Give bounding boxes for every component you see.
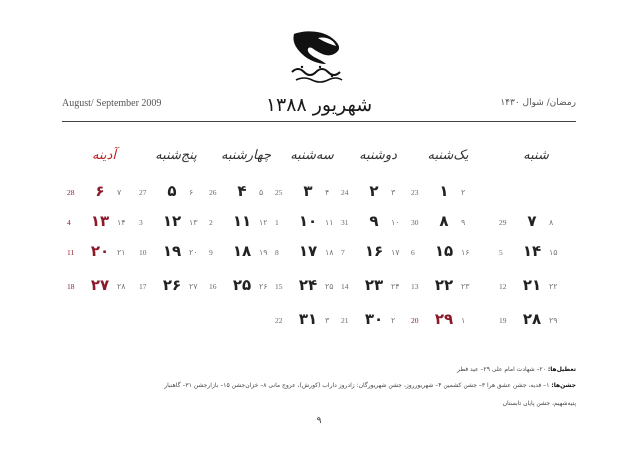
celebrations-label: جشن‌ها: (551, 382, 576, 389)
gregorian-day: 10 (139, 248, 147, 257)
hijri-day: ۲ (461, 188, 466, 197)
gregorian-day: 29 (499, 218, 507, 227)
hijri-day: ۱۰ (391, 218, 400, 227)
day-cell (409, 212, 487, 232)
persian-day: ۲۱ (522, 276, 542, 294)
gregorian-day: 21 (341, 316, 349, 325)
weekday-header: چهارشنبه (221, 148, 271, 163)
persian-day: ۱۶ (364, 242, 384, 260)
persian-day: ۶ (95, 182, 105, 200)
day-cell (207, 182, 285, 202)
persian-day: ۱۵ (434, 242, 454, 260)
persian-day: ۲۵ (232, 276, 252, 294)
hijri-day: ۸ (549, 218, 554, 227)
persian-day: ۲۴ (298, 276, 318, 294)
persian-day: ۳۰ (364, 310, 384, 328)
day-cell (137, 182, 215, 202)
gregorian-day: 31 (341, 218, 349, 227)
weekday-header: یک‌شنبه (427, 148, 469, 163)
hijri-day: ۲۴ (391, 282, 400, 291)
gregorian-day: 8 (275, 248, 279, 257)
hijri-day: ۳ (325, 316, 330, 325)
gregorian-day: 28 (67, 188, 75, 197)
day-cell (409, 242, 487, 262)
day-cell (497, 276, 575, 296)
day-cell (497, 212, 575, 232)
gregorian-day: 22 (275, 316, 283, 325)
gregorian-day: 30 (411, 218, 419, 227)
hijri-day: ۱۱ (325, 218, 334, 227)
holidays-text: ۲۰– شهادت امام علی ۲۹– عید فطر (457, 366, 546, 373)
gregorian-day: 13 (411, 282, 419, 291)
hijri-day: ۲۵ (325, 282, 334, 291)
day-cell (65, 276, 143, 296)
day-cell (497, 242, 575, 262)
persian-day: ۷ (527, 212, 537, 230)
weekday-header: شنبه (523, 148, 549, 163)
hijri-day: ۲۸ (117, 282, 126, 291)
hijri-day: ۲۰ (189, 248, 198, 257)
gregorian-day: 25 (275, 188, 283, 197)
gregorian-day: 5 (499, 248, 503, 257)
gregorian-month-label: August/ September 2009 (62, 98, 162, 109)
gregorian-day: 24 (341, 188, 349, 197)
persian-day: ۱۴ (522, 242, 542, 260)
gregorian-day: 26 (209, 188, 217, 197)
hijri-day: ۲۷ (189, 282, 198, 291)
persian-day: ۲۰ (90, 242, 110, 260)
persian-day: ۱۸ (232, 242, 252, 260)
gregorian-day: 2 (209, 218, 213, 227)
day-cell (409, 310, 487, 330)
gregorian-day: 17 (139, 282, 147, 291)
weekday-header: سه‌شنبه (290, 148, 334, 163)
hijri-day: ۱۵ (549, 248, 558, 257)
hijri-day: ۱۴ (117, 218, 126, 227)
gregorian-day: 6 (411, 248, 415, 257)
persian-day: ۳ (303, 182, 313, 200)
hijri-day: ۱۳ (189, 218, 198, 227)
celebrations-text: ۱– فدیه، جشن عشق هرا ۳– جشن کشمین ۴– شهریورروز، جشن شهریورگان: زادروز داراب (کورش)، عروج مانی ۸– خزان‌جشن ۱۵– بازارجشن ۳۱– گاهنبار (164, 382, 550, 389)
hijri-day: ۲۱ (117, 248, 126, 257)
page-number: ۹ (316, 416, 322, 426)
gregorian-day: 23 (411, 188, 419, 197)
persian-day: ۲۸ (522, 310, 542, 328)
hijri-day: ۵ (259, 188, 264, 197)
gregorian-day: 4 (67, 218, 71, 227)
gregorian-day: 1 (275, 218, 279, 227)
hijri-day: ۳ (391, 188, 396, 197)
day-cell (207, 276, 285, 296)
hijri-day: ۲ (391, 316, 396, 325)
hijri-day: ۱ (461, 316, 466, 325)
gregorian-day: 16 (209, 282, 217, 291)
gregorian-day: 15 (275, 282, 283, 291)
weekday-header: دوشنبه (359, 148, 397, 163)
hijri-day: ۱۲ (259, 218, 268, 227)
gregorian-day: 27 (139, 188, 147, 197)
gregorian-day: 12 (499, 282, 507, 291)
hijri-day: ۲۲ (549, 282, 558, 291)
day-cell (65, 182, 143, 202)
day-cell (497, 310, 575, 330)
persian-day: ۲۶ (162, 276, 182, 294)
hijri-day: ۱۸ (325, 248, 334, 257)
header-rule (62, 121, 576, 122)
persian-day: ۱ (439, 182, 449, 200)
day-cell (137, 212, 215, 232)
gregorian-day: 3 (139, 218, 143, 227)
persian-day: ۱۲ (162, 212, 182, 230)
gregorian-day: 14 (341, 282, 349, 291)
celebrations-note (164, 382, 576, 389)
day-cell (273, 310, 351, 330)
persian-day: ۹ (369, 212, 379, 230)
day-cell (207, 242, 285, 262)
hijri-day: ۶ (189, 188, 194, 197)
gregorian-day: 11 (67, 248, 75, 257)
persian-day: ۱۷ (298, 242, 318, 260)
day-cell (409, 276, 487, 296)
day-cell (207, 212, 285, 232)
persian-day: ۲۷ (90, 276, 110, 294)
hijri-day: ۱۹ (259, 248, 268, 257)
hijri-day: ۷ (117, 188, 122, 197)
persian-day: ۱۰ (298, 212, 318, 230)
holidays-label: تعطیل‌ها: (547, 366, 576, 373)
persian-day: ۲۳ (364, 276, 384, 294)
persian-day: ۲۹ (434, 310, 454, 328)
hijri-month-label: رمضان/ شوال ۱۴۳۰ (500, 98, 576, 108)
gregorian-day: 19 (499, 316, 507, 325)
persian-day: ۱۹ (162, 242, 182, 260)
gregorian-day: 9 (209, 248, 213, 257)
hijri-day: ۲۶ (259, 282, 268, 291)
day-cell (65, 212, 143, 232)
persian-day: ۴ (237, 182, 247, 200)
extra-text: پتیه‌شهیم، جشن پایان تابستان (502, 400, 576, 407)
persian-day: ۲۲ (434, 276, 454, 294)
gregorian-day: 20 (411, 316, 419, 325)
hijri-day: ۹ (461, 218, 466, 227)
persian-day: ۵ (167, 182, 177, 200)
persian-day: ۱۳ (90, 212, 110, 230)
gregorian-day: 7 (341, 248, 345, 257)
weekday-header: پنج‌شنبه (155, 148, 197, 163)
day-cell (137, 242, 215, 262)
hijri-day: ۱۷ (391, 248, 400, 257)
day-cell (65, 242, 143, 262)
persian-day: ۳۱ (298, 310, 318, 328)
gregorian-day: 18 (67, 282, 75, 291)
persian-month-title: شهریور ۱۳۸۸ (265, 94, 373, 116)
extra-note (503, 400, 576, 407)
day-cell (137, 276, 215, 296)
persian-day: ۱۱ (232, 212, 252, 230)
hijri-day: ۱۶ (461, 248, 470, 257)
holidays-note (457, 366, 576, 373)
day-cell (409, 182, 487, 202)
weekday-header: آدینه (92, 148, 116, 163)
hijri-day: ۲۹ (549, 316, 558, 325)
hijri-day: ۲۳ (461, 282, 470, 291)
persian-day: ۸ (439, 212, 449, 230)
persian-day: ۲ (369, 182, 379, 200)
publisher-logo (282, 28, 352, 90)
hijri-day: ۴ (325, 188, 330, 197)
